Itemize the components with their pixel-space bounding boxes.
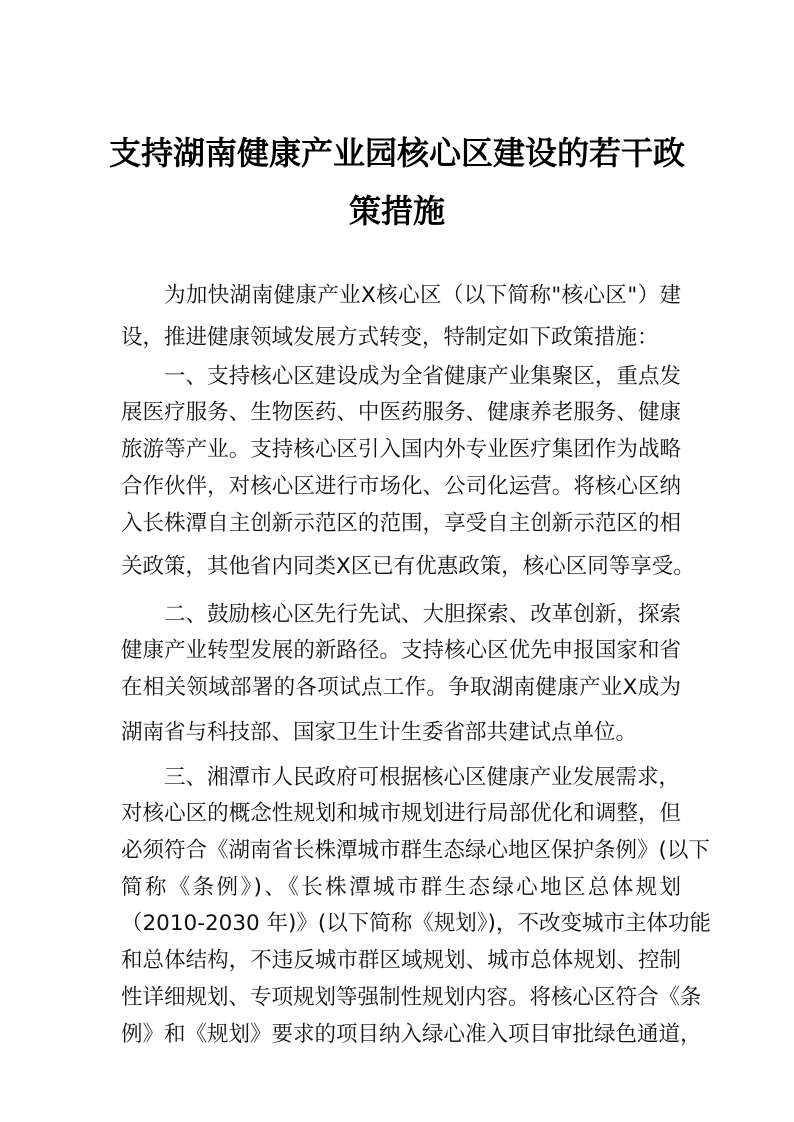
body-line: 性详细规划、专项规划等强制性规划内容。将核心区符合《条 <box>121 985 702 1010</box>
body-line: 例》和《规划》要求的项目纳入绿心准入项目审批绿色通道， <box>121 1022 702 1047</box>
body-line: 二、鼓励核心区先行先试、大胆探索、改革创新，探索 <box>164 602 681 627</box>
document-title-line-1: 支持湖南健康产业园核心区建设的若干政 <box>108 134 685 172</box>
body-line: 三、湘潭市人民政府可根据核心区健康产业发展需求， <box>164 765 681 790</box>
body-line: 必须符合《湖南省长株潭城市群生态绿心地区保护条例》(以下 <box>121 838 710 863</box>
body-line: 设，推进健康领域发展方式转变，特制定如下政策措施： <box>121 325 659 350</box>
body-line: 为加快湖南健康产业X核心区（以下简称"核心区"）建 <box>164 283 681 308</box>
document-title-line-2: 策措施 <box>348 192 445 230</box>
body-line: 健康产业转型发展的新路径。支持核心区优先申报国家和省 <box>121 638 681 663</box>
body-line: 合作伙伴，对核心区进行市场化、公司化运营。将核心区纳 <box>121 474 681 499</box>
body-line: 湖南省与科技部、国家卫生计生委省部共建试点单位。 <box>121 720 638 745</box>
body-line: 一、支持核心区建设成为全省健康产业集聚区，重点发 <box>164 364 681 389</box>
body-line: 入长株潭自主创新示范区的范围，享受自主创新示范区的相 <box>121 511 681 536</box>
body-line: 旅游等产业。支持核心区引入国内外专业医疗集团作为战略 <box>121 437 681 462</box>
body-line: 在相关领域部署的各项试点工作。争取湖南健康产业X成为 <box>121 675 681 700</box>
body-line: 展医疗服务、生物医药、中医药服务、健康养老服务、健康 <box>121 400 681 425</box>
body-line: 对核心区的概念性规划和城市规划进行局部优化和调整，但 <box>121 801 681 826</box>
body-line: （2010-2030 年)》(以下简称《规划》)，不改变城市主体功能 <box>121 911 711 936</box>
body-line: 关政策，其他省内同类X区已有优惠政策，核心区同等享受。 <box>121 554 695 579</box>
body-line: 简称《条例》)、《长株潭城市群生态绿心地区总体规划 <box>121 875 681 900</box>
body-line: 和总体结构，不违反城市群区域规划、城市总体规划、控制 <box>121 948 681 973</box>
